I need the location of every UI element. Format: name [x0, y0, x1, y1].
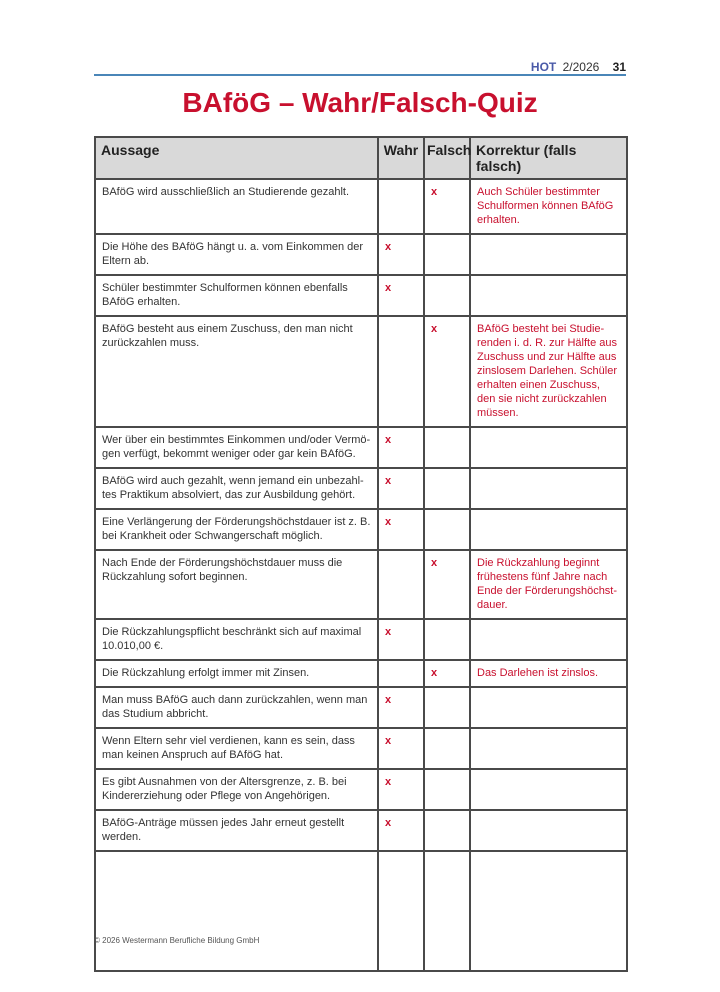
correction-cell: Das Darlehen ist zinslos. [470, 660, 627, 687]
falsch-mark-cell [424, 275, 470, 316]
table-header-row [95, 137, 627, 179]
table-row [95, 810, 627, 851]
correction-cell [470, 769, 627, 810]
table-row [95, 468, 627, 509]
table-row [95, 769, 627, 810]
table-row [95, 687, 627, 728]
correction-cell: Die Rückzahlung beginnt frühestens fünf Jahre nach Ende der Förderungshöchst-dauer. [470, 550, 627, 619]
statement-cell: Nach Ende der Förderungshöchstdauer muss die Rückzahlung sofort beginnen. [95, 550, 378, 619]
statement-cell: BAföG-Anträge müssen jedes Jahr erneut gestellt werden. [95, 810, 378, 851]
statement-cell: Die Rückzahlungspflicht beschränkt sich auf maximal 10.010,00 €. [95, 619, 378, 660]
table-row [95, 660, 627, 687]
correction-cell [470, 619, 627, 660]
table-row [95, 316, 627, 427]
wahr-mark-cell: x [378, 275, 424, 316]
column-header-korrektur: Korrektur (falls falsch) [470, 137, 627, 179]
wahr-mark-cell: x [378, 728, 424, 769]
falsch-mark-cell [424, 728, 470, 769]
wahr-mark-cell: x [378, 427, 424, 468]
falsch-mark-cell: x [424, 660, 470, 687]
correction-cell [470, 851, 627, 971]
correction-cell: BAföG besteht bei Studie-renden i. d. R. zur Hälfte aus Zuschuss und zur Hälfte aus zinslosem Darlehen. Schüler erhalten einen Zuschuss, den sie nicht zurückzahlen müssen. [470, 316, 627, 427]
correction-cell [470, 687, 627, 728]
falsch-mark-cell: x [424, 550, 470, 619]
falsch-mark-cell [424, 687, 470, 728]
page-header [531, 60, 626, 74]
magazine-brand: HOT [530, 60, 557, 74]
wahr-mark-cell: x [378, 810, 424, 851]
statement-cell [95, 851, 378, 971]
statement-cell: Die Rückzahlung erfolgt immer mit Zinsen. [95, 660, 378, 687]
page-title: BAföG – Wahr/Falsch-Quiz [182, 87, 538, 118]
statement-cell: Man muss BAföG auch dann zurückzahlen, wenn man das Studium abbricht. [95, 687, 378, 728]
column-header-aussage: Aussage [95, 137, 378, 179]
wahr-mark-cell: x [378, 509, 424, 550]
table-row [95, 509, 627, 550]
wahr-mark-cell: x [378, 234, 424, 275]
quiz-table-body [95, 179, 627, 971]
statement-cell: BAföG besteht aus einem Zuschuss, den man nicht zurückzahlen muss. [95, 316, 378, 427]
table-row [95, 275, 627, 316]
falsch-mark-cell [424, 468, 470, 509]
correction-cell [470, 728, 627, 769]
table-row [95, 427, 627, 468]
statement-cell: Wer über ein bestimmtes Einkommen und/oder Vermö-gen verfügt, bekommt weniger oder gar kein BAföG. [95, 427, 378, 468]
quiz-table [94, 136, 628, 972]
correction-cell [470, 234, 627, 275]
falsch-mark-cell [424, 851, 470, 971]
wahr-mark-cell [378, 316, 424, 427]
column-header-falsch: Falsch [424, 137, 470, 179]
wahr-mark-cell [378, 851, 424, 971]
page-number: 31 [612, 60, 626, 74]
table-row [95, 179, 627, 234]
correction-cell [470, 275, 627, 316]
falsch-mark-cell [424, 769, 470, 810]
falsch-mark-cell [424, 509, 470, 550]
table-row [95, 234, 627, 275]
wahr-mark-cell [378, 179, 424, 234]
wahr-mark-cell [378, 550, 424, 619]
falsch-mark-cell [424, 427, 470, 468]
correction-cell [470, 468, 627, 509]
statement-cell: Wenn Eltern sehr viel verdienen, kann es sein, dass man keinen Anspruch auf BAföG hat. [95, 728, 378, 769]
header-rule [94, 74, 626, 76]
copyright-footer: © 2026 Westermann Berufliche Bildung GmbH [94, 936, 260, 945]
statement-cell: Es gibt Ausnahmen von der Altersgrenze, z. B. bei Kindererziehung oder Pflege von Angehörigen. [95, 769, 378, 810]
correction-cell [470, 810, 627, 851]
table-row [95, 550, 627, 619]
falsch-mark-cell [424, 234, 470, 275]
wahr-mark-cell: x [378, 769, 424, 810]
issue-number: 2/2026 [562, 60, 600, 74]
table-row [95, 851, 627, 971]
table-row [95, 728, 627, 769]
falsch-mark-cell [424, 810, 470, 851]
statement-cell: BAföG wird ausschließlich an Studierende gezahlt. [95, 179, 378, 234]
falsch-mark-cell: x [424, 179, 470, 234]
correction-cell: Auch Schüler bestimmter Schulformen können BAföG erhalten. [470, 179, 627, 234]
wahr-mark-cell: x [378, 619, 424, 660]
wahr-mark-cell [378, 660, 424, 687]
column-header-wahr: Wahr [378, 137, 424, 179]
falsch-mark-cell: x [424, 316, 470, 427]
table-row [95, 619, 627, 660]
falsch-mark-cell [424, 619, 470, 660]
wahr-mark-cell: x [378, 687, 424, 728]
statement-cell: BAföG wird auch gezahlt, wenn jemand ein unbezahl-tes Praktikum absolviert, das zur Ausbildung gehört. [95, 468, 378, 509]
statement-cell: Eine Verlängerung der Förderungshöchstdauer ist z. B. bei Krankheit oder Schwangerschaft möglich. [95, 509, 378, 550]
wahr-mark-cell: x [378, 468, 424, 509]
statement-cell: Schüler bestimmter Schulformen können ebenfalls BAföG erhalten. [95, 275, 378, 316]
statement-cell: Die Höhe des BAföG hängt u. a. vom Einkommen der Eltern ab. [95, 234, 378, 275]
correction-cell [470, 427, 627, 468]
correction-cell [470, 509, 627, 550]
